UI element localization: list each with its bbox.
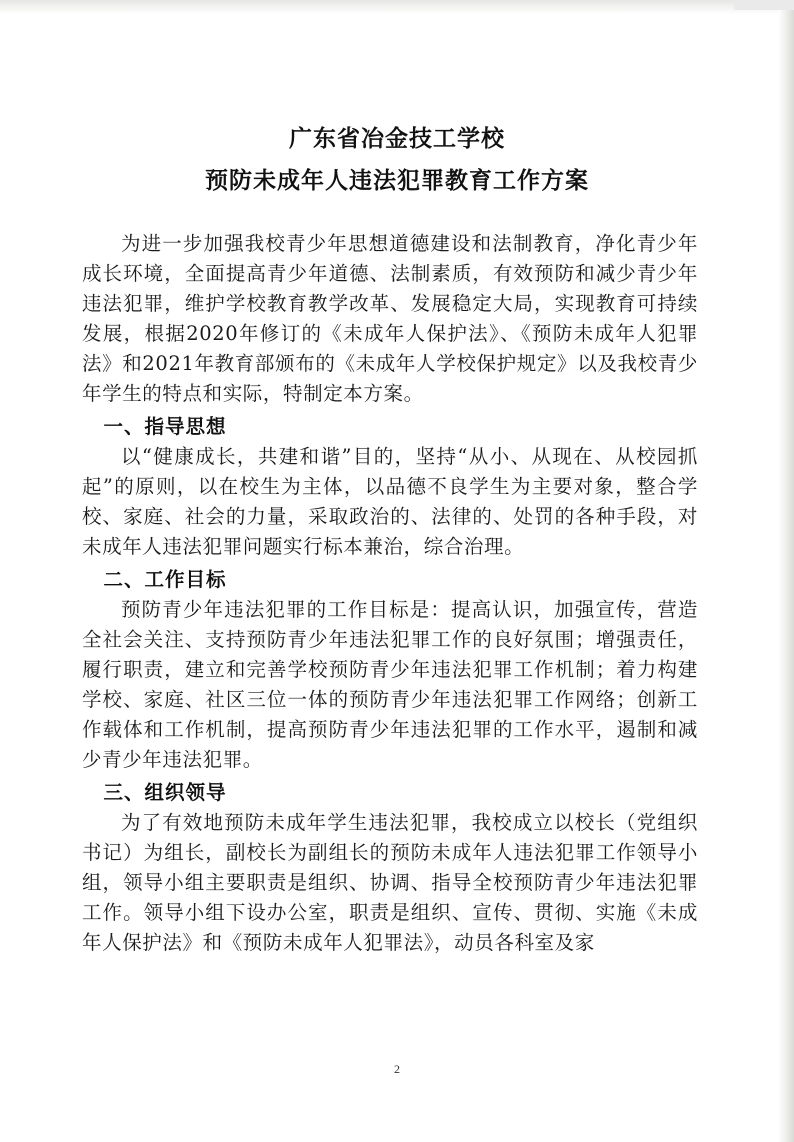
document-title-block [0,118,794,202]
section-paragraph-work-goals: 预防青少年违法犯罪的工作目标是：提高认识，加强宣传，营造全社会关注、支持预防青少年违法犯罪工作的良好氛围；增强责任，履行职责，建立和完善学校预防青少年违法犯罪工作机制；着力构建学校、家庭、社区三位一体的预防青少年违法犯罪工作网络；创新工作载体和工作机制，提高预防青少年违法犯罪的工作水平，遏制和减少青少年违法犯罪。 [82,598,698,771]
document-title: 广东省冶金技工学校 [289,125,505,152]
scan-corner-mark [734,0,794,10]
document-body [82,229,698,958]
section-heading-organization: 三、组织领导 [103,781,227,804]
section-paragraph-organization: 为了有效地预防未成年学生违法犯罪，我校成立以校长（党组织书记）为组长，副校长为副组长的预防未成年人违法犯罪工作领导小组，领导小组主要职责是组织、协调、指导全校预防青少年违法犯罪工作。领导小组下设办公室，职责是组织、宣传、贯彻、实施《未成年人保护法》和《预防未成年人犯罪法》，动员各科室及家 [82,811,698,954]
section-paragraph-guiding-ideology: 以“健康成长，共建和谐”目的，坚持“从小、从现在、从校园抓起”的原则，以在校生为主体，以品德不良学生为主要对象，整合学校、家庭、社会的力量，采取政治的、法律的、处罚的各种手段，对未成年人违法犯罪问题实行标本兼治，综合治理。 [82,445,698,558]
document-subtitle: 预防未成年人违法犯罪教育工作方案 [205,167,589,194]
page-number: 2 [394,1062,400,1076]
intro-paragraph: 为进一步加强我校青少年思想道德建设和法制教育，净化青少年成长环境，全面提高青少年道德、法制素质，有效预防和减少青少年违法犯罪，维护学校教育教学改革、发展稳定大局，实现教育可持续发展，根据2020年修订的《未成年人保护法》、《预防未成年人犯罪法》和2021年教育部颁布的《未成年人学校保护规定》以及我校青少年学生的特点和实际，特制定本方案。 [82,232,698,405]
scan-top-edge [0,0,794,14]
section-heading-guiding-ideology: 一、指导思想 [103,415,227,438]
section-heading-work-goals: 二、工作目标 [103,568,227,591]
